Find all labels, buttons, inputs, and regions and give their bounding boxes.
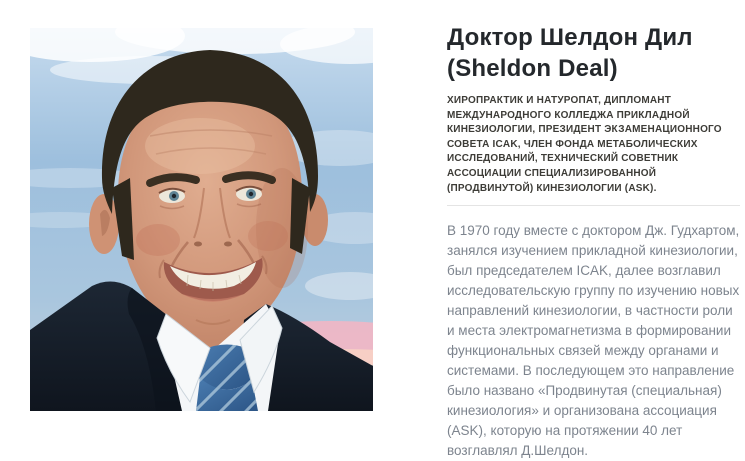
section-divider xyxy=(447,205,740,206)
portrait-photo xyxy=(30,28,373,411)
page-title: Доктор Шелдон Дил (Sheldon Deal) xyxy=(447,24,693,82)
credentials-text: ХИРОПРАКТИК И НАТУРОПАТ, ДИПЛОМАНТ МЕЖДУНАРОДНОГО КОЛЛЕДЖА ПРИКЛАДНОЙ КИНЕЗИОЛОГИИ, ПРЕЗИДЕНТ ЭКЗАМЕНАЦИОННОГО СОВЕТА ICAK, ЧЛЕН ФОНДА МЕТАБОЛИЧЕСКИХ ИССЛЕДОВАНИЙ, ТЕХНИЧЕСКИЙ СОВЕТНИК АССОЦИАЦИИ СПЕЦИАЛИЗИРОВАННОЙ (ПРОДВИНУТОЙ) КИНЕЗИОЛОГИИ (ASK). xyxy=(447,95,722,194)
profile-text-column xyxy=(447,22,743,461)
biography-text: В 1970 году вместе с доктором Дж. Гудхартом, занялся изучением прикладной кинезиологии, был председателем ICAK, далее возглавил исследовательскую группу по изучению новых направлений кинезиологии, в частности роли и места электромагнетизма в формировании функциональных связей между органами и системами. В последующем это направление было названо «Продвинутая (специальная) кинезиология» и организована ассоциация (ASK), которую на протяжении 40 лет возглавлял Д.Шелдон. xyxy=(447,223,740,459)
portrait-photo-illustration xyxy=(30,28,373,411)
